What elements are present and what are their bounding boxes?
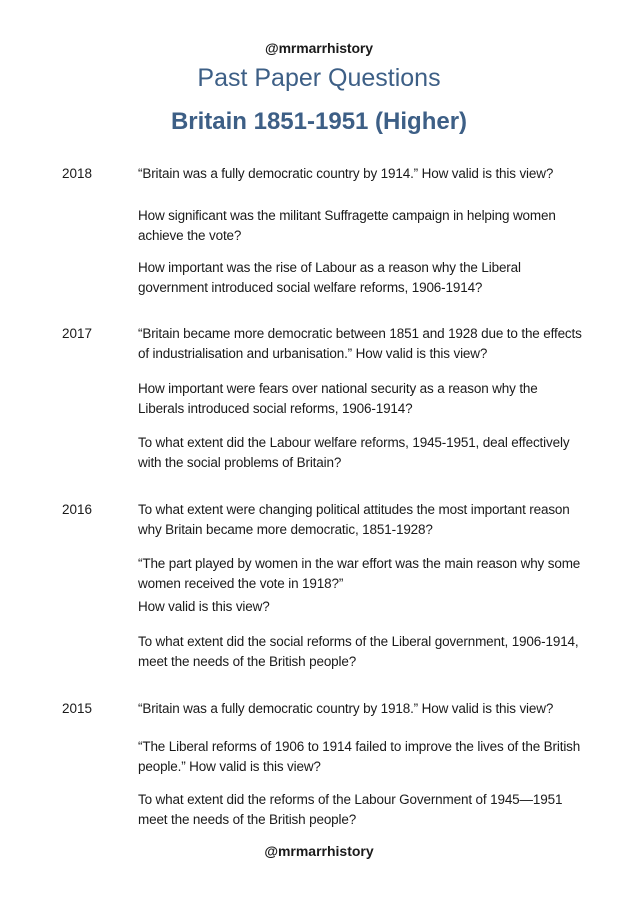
question-2018-2: How significant was the militant Suffragette campaign in helping women achieve the vote? (138, 208, 556, 243)
question-2016-3: How valid is this view? (138, 599, 270, 614)
question-2017-1: “Britain became more democratic between 1851 and 1928 due to the effects of industrialisation and urbanisation.” How valid is this view? (138, 326, 582, 361)
question-2017-3: To what extent did the Labour welfare reforms, 1945-1951, deal effectively with the social problems of Britain? (138, 435, 570, 470)
year-label-2016: 2016 (62, 502, 93, 517)
year-label-2018: 2018 (62, 166, 93, 181)
header-twitter-handle: @mrmarrhistory (265, 40, 373, 56)
question-2018-3: How important was the rise of Labour as a reason why the Liberal government introduced social welfare reforms, 1906-1914? (138, 260, 521, 295)
footer-twitter-handle: @mrmarrhistory (264, 843, 374, 859)
question-2015-2: “The Liberal reforms of 1906 to 1914 failed to improve the lives of the British people.” How valid is this view? (138, 739, 581, 774)
question-2016-2: “The part played by women in the war effort was the main reason why some women received the vote in 1918?” (138, 556, 581, 591)
year-label-2017: 2017 (62, 326, 93, 341)
question-2016-1: To what extent were changing political attitudes the most important reason why Britain became more democratic, 1851-1928? (138, 502, 570, 537)
year-label-2015: 2015 (62, 701, 93, 716)
question-2016-4: To what extent did the social reforms of the Liberal government, 1906-1914, meet the needs of the British people? (138, 634, 579, 669)
page-title: Past Paper Questions (197, 64, 441, 92)
question-2017-2: How important were fears over national security as a reason why the Liberals introduced social reforms, 1906-1914? (138, 381, 538, 416)
question-2015-3: To what extent did the reforms of the Labour Government of 1945—1951 meet the needs of the British people? (138, 792, 563, 827)
page-subtitle: Britain 1851-1951 (Higher) (170, 108, 468, 135)
question-2018-1: “Britain was a fully democratic country by 1914.” How valid is this view? (138, 166, 554, 181)
question-2015-1: “Britain was a fully democratic country by 1918.” How valid is this view? (138, 701, 554, 716)
